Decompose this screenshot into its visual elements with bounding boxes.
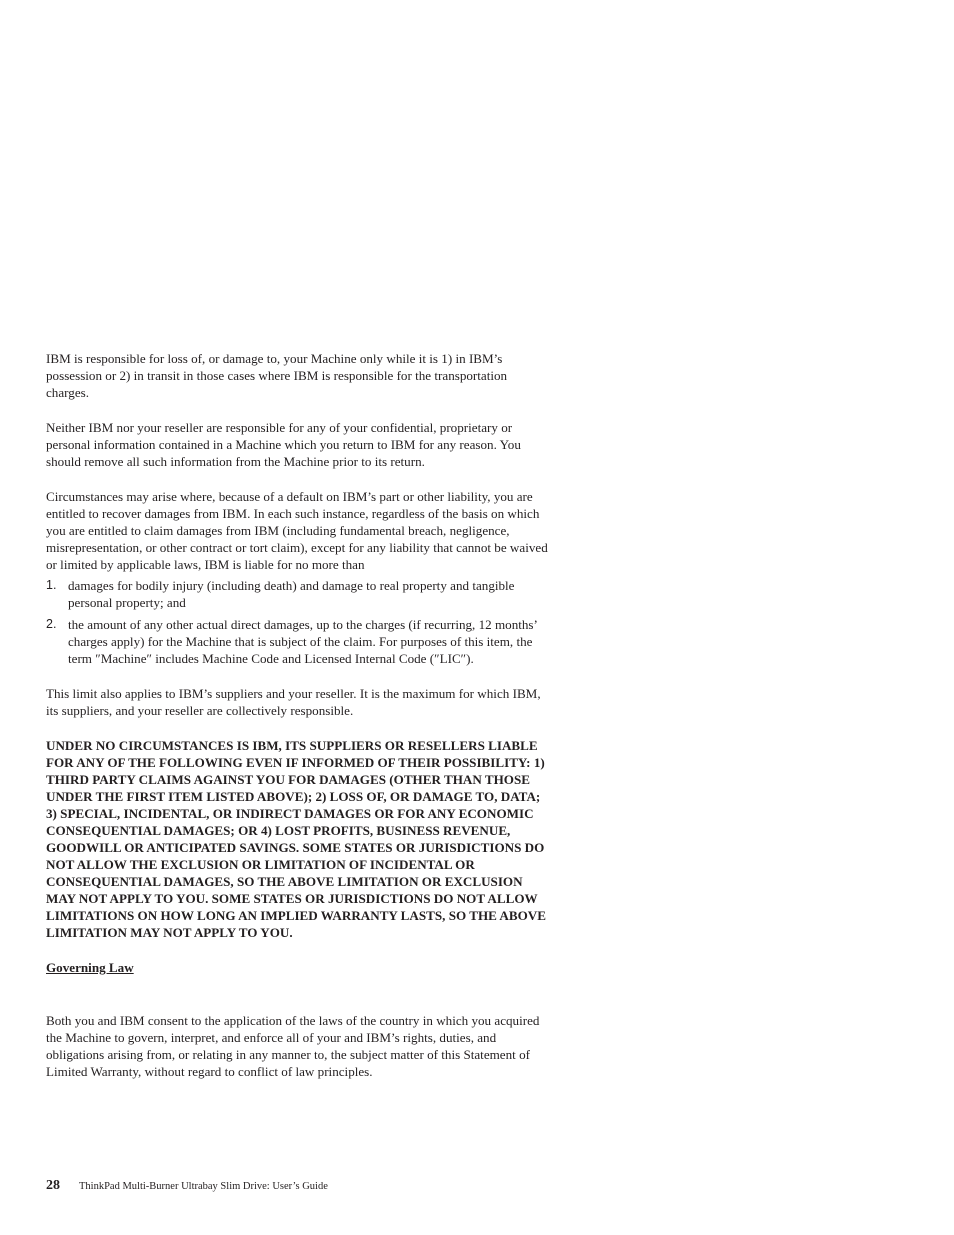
paragraph-governing-law: Both you and IBM consent to the application of the laws of the country in which you acquired the Machine to govern, interpret, and enforce all of your and IBM’s rights, duties, and obligations arising from, or relating in any manner to, the subject matter of this Statement of Limited Warranty, without regard to conflict of law principles. bbox=[46, 1013, 540, 1079]
list-item-text: damages for bodily injury (including death) and damage to real property and tangible personal property; and bbox=[68, 578, 515, 610]
section-heading-governing-law: Governing Law bbox=[46, 960, 134, 975]
footer-document-title: ThinkPad Multi-Burner Ultrabay Slim Drive: User’s Guide bbox=[79, 1181, 328, 1192]
list-item-text: the amount of any other actual direct damages, up to the charges (if recurring, 12 months’ charges apply) for the Machine that is subject of the claim. For purposes of this item, the term ″Machine″ includes Machine Code and Licensed Internal Code (″LIC″). bbox=[68, 617, 537, 666]
paragraph-responsibility: IBM is responsible for loss of, or damage to, your Machine only while it is 1) in IBM’s possession or 2) in transit in those cases where IBM is responsible for the transportation charges. bbox=[46, 351, 508, 400]
list-item bbox=[46, 577, 551, 611]
document-body bbox=[46, 350, 551, 1098]
paragraph-circumstances: Circumstances may arise where, because of a default on IBM’s part or other liability, you are entitled to recover damages from IBM. In each such instance, regardless of the basis on which you are entitled to claim damages from IBM (including fundamental breach, negligence, misrepresentation, or other contract or tort claim), except for any liability that cannot be waived or limited by applicable laws, IBM is liable for no more than bbox=[46, 489, 548, 572]
paragraph-limit: This limit also applies to IBM’s suppliers and your reseller. It is the maximum for which IBM, its suppliers, and your reseller are collectively responsible. bbox=[46, 686, 541, 718]
paragraph-confidential-information: Neither IBM nor your reseller are responsible for any of your confidential, proprietary or personal information contained in a Machine which you return to IBM for any reason. You should remove all such information from the Machine prior to its return. bbox=[46, 420, 521, 469]
page-number: 28 bbox=[46, 1178, 60, 1193]
paragraph-limitation-of-liability: UNDER NO CIRCUMSTANCES IS IBM, ITS SUPPLIERS OR RESELLERS LIABLE FOR ANY OF THE FOLLOWING EVEN IF INFORMED OF THEIR POSSIBILITY: 1) THIRD PARTY CLAIMS AGAINST YOU FOR DAMAGES (OTHER THAN THOSE UNDER THE FIRST ITEM LISTED ABOVE); 2) LOSS OF, OR DAMAGE TO, DATA; 3) SPECIAL, INCIDENTAL, OR INDIRECT DAMAGES OR FOR ANY ECONOMIC CONSEQUENTIAL DAMAGES; OR 4) LOST PROFITS, BUSINESS REVENUE, GOODWILL OR ANTICIPATED SAVINGS. SOME STATES OR JURISDICTIONS DO NOT ALLOW THE EXCLUSION OR LIMITATION OF INCIDENTAL OR CONSEQUENTIAL DAMAGES, SO THE ABOVE LIMITATION OR EXCLUSION MAY NOT APPLY TO YOU. SOME STATES OR JURISDICTIONS DO NOT ALLOW LIMITATIONS ON HOW LONG AN IMPLIED WARRANTY LASTS, SO THE ABOVE LIMITATION MAY NOT APPLY TO YOU. bbox=[46, 738, 546, 940]
list-item-number: 2. bbox=[46, 617, 57, 631]
section-heading-wrapper bbox=[46, 959, 551, 994]
list-item-number: 1. bbox=[46, 578, 57, 592]
page-footer bbox=[46, 1178, 328, 1194]
damages-list bbox=[46, 577, 551, 667]
list-item bbox=[46, 616, 551, 667]
